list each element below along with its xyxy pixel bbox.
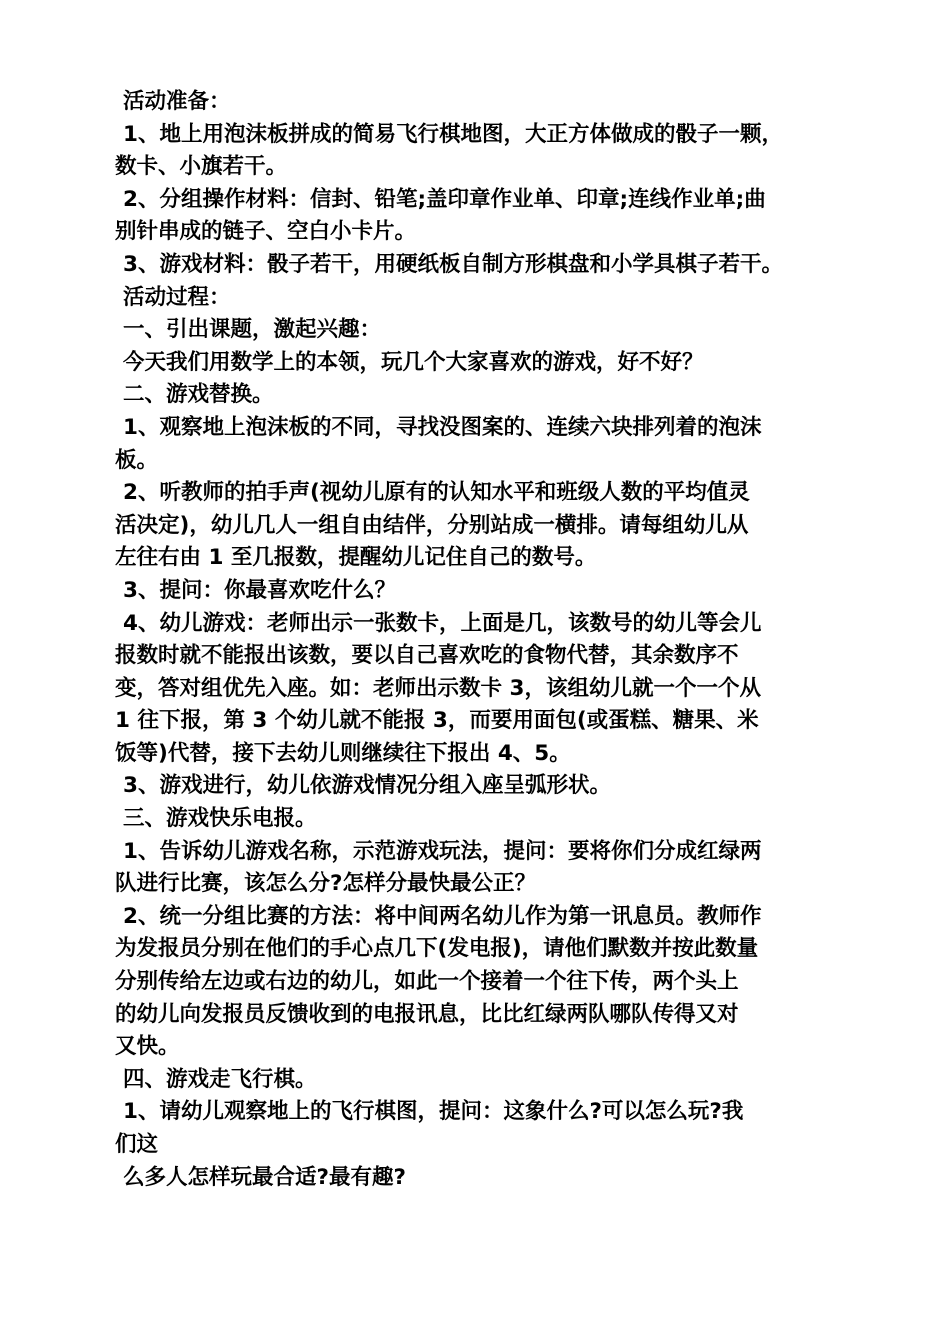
text-line: 今天我们用数学上的本领，玩几个大家喜欢的游戏，好不好？ (123, 349, 704, 375)
text-line: 左往右由 1 至几报数，提醒幼儿记住自己的数号。 (115, 545, 597, 571)
text-line: 分别传给左边或右边的幼儿，如此一个接着一个往下传，两个头上 (115, 969, 739, 995)
text-line: 活动过程： (123, 284, 231, 310)
text-line: 数卡、小旗若干。 (115, 154, 288, 180)
text-line: 么多人怎样玩最合适?最有趣? (123, 1164, 406, 1190)
text-line: 活动准备： (123, 89, 231, 114)
text-line: 4、幼儿游戏：老师出示一张数卡，上面是几，该数号的幼儿等会儿 (123, 610, 762, 636)
text-line: 2、分组操作材料：信封、铅笔;盖印章作业单、印章;连线作业单;曲 (123, 186, 766, 212)
text-line: 的幼儿向发报员反馈收到的电报讯息，比比红绿两队哪队传得又对 (115, 1001, 739, 1027)
text-line: 板。 (115, 447, 159, 473)
text-line: 3、游戏材料：骰子若干，用硬纸板自制方形棋盘和小学具棋子若干。 (123, 251, 783, 277)
text-line: 一、引出课题，激起兴趣： (123, 317, 382, 343)
text-line: 饭等)代替，接下去幼儿则继续往下报出 4、5。 (115, 740, 571, 766)
text-line: 队进行比赛，该怎么分?怎样分最快最公正？ (115, 871, 536, 897)
text-line: 们这 (115, 1132, 159, 1157)
text-line: 1 往下报，第 3 个幼儿就不能报 3，而要用面包(或蛋糕、糖果、米 (115, 708, 759, 734)
text-line: 2、听教师的拍手声(视幼儿原有的认知水平和班级人数的平均值灵 (123, 480, 750, 506)
text-line: 为发报员分别在他们的手心点几下(发电报)，请他们默数并按此数量 (115, 936, 759, 962)
text-line: 二、游戏替换。 (123, 382, 274, 408)
text-line: 1、告诉幼儿游戏名称，示范游戏玩法，提问：要将你们分成红绿两 (123, 838, 762, 864)
document-body (115, 86, 850, 1194)
text-line: 三、游戏快乐电报。 (123, 806, 317, 832)
text-line: 变，答对组优先入座。如：老师出示数卡 3，该组幼儿就一个一个从 (115, 675, 761, 701)
text-line: 四、游戏走飞行棋。 (123, 1066, 317, 1092)
text-line: 3、游戏进行，幼儿依游戏情况分组入座呈弧形状。 (123, 773, 611, 799)
text-line: 1、地上用泡沫板拼成的简易飞行棋地图，大正方体做成的骰子一颗， (123, 121, 783, 147)
text-line: 别针串成的链子、空白小卡片。 (115, 219, 417, 245)
text-line: 又快。 (115, 1034, 180, 1060)
text-line: 2、统一分组比赛的方法：将中间两名幼儿作为第一讯息员。教师作 (123, 903, 762, 929)
text-line: 1、观察地上泡沫板的不同，寻找没图案的、连续六块排列着的泡沫 (123, 414, 762, 440)
text-line: 3、提问：你最喜欢吃什么？ (123, 577, 396, 603)
text-line: 1、请幼儿观察地上的飞行棋图，提问：这象什么?可以怎么玩?我 (123, 1099, 744, 1125)
text-line: 活决定)，幼儿几人一组自由结伴，分别站成一横排。请每组幼儿从 (115, 512, 749, 538)
text-line: 报数时就不能报出该数，要以自己喜欢吃的食物代替，其余数序不 (115, 643, 739, 669)
